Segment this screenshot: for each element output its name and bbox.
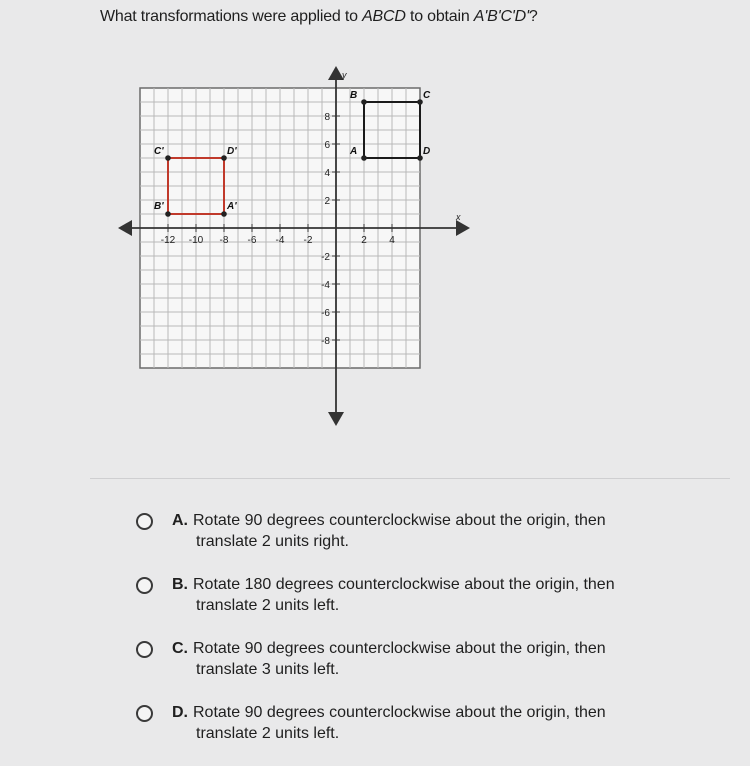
y-axis-arrow-down: [328, 412, 344, 426]
y-axis-label: y: [342, 70, 347, 80]
y-tick-label: 6: [324, 140, 330, 151]
option-a[interactable]: [136, 510, 736, 574]
x-tick-label: -10: [188, 235, 204, 246]
option-d-line1: Rotate 90 degrees counterclockwise about the origin, then: [193, 704, 606, 721]
radio-d[interactable]: [136, 705, 153, 722]
divider: [90, 478, 730, 479]
image-shape-vertex-point: [165, 211, 171, 217]
y-tick-label: -6: [321, 308, 330, 319]
radio-c[interactable]: [136, 641, 153, 658]
image-shape-vertex-label: D': [227, 146, 237, 157]
option-c-line2: translate 3 units left.: [196, 661, 340, 678]
answer-options: [136, 510, 736, 766]
x-axis-arrow-left: [118, 220, 132, 236]
question-suffix: ?: [528, 8, 538, 25]
image-shape-vertex-point: [221, 155, 227, 161]
option-a-line2: translate 2 units right.: [196, 533, 349, 550]
x-axis-arrow-right: [456, 220, 470, 236]
option-b-letter: B.: [172, 576, 188, 593]
option-b[interactable]: [136, 574, 736, 638]
x-tick-label: -4: [275, 235, 285, 246]
coordinate-graph: [118, 66, 470, 426]
x-tick-label: -12: [160, 235, 176, 246]
option-a-letter: A.: [172, 512, 188, 529]
question-prefix: What transformations were applied to: [100, 8, 363, 25]
question-shape: ABCD: [362, 8, 406, 25]
option-c-line1: Rotate 90 degrees counterclockwise about the origin, then: [193, 640, 606, 657]
original-shape-vertex-label: B: [350, 90, 358, 101]
x-tick-label: -2: [303, 235, 313, 246]
option-b-line1: Rotate 180 degrees counterclockwise about the origin, then: [193, 576, 615, 593]
option-d-line2: translate 2 units left.: [196, 725, 340, 742]
original-shape-vertex-label: C: [423, 90, 431, 101]
original-shape-vertex-point: [417, 155, 423, 161]
option-c-letter: C.: [172, 640, 188, 657]
question-middle: to obtain: [405, 8, 474, 25]
option-a-text: [172, 510, 692, 552]
option-d[interactable]: [136, 702, 736, 766]
question-text: [100, 6, 538, 28]
option-c[interactable]: [136, 638, 736, 702]
x-axis-label: x: [456, 212, 461, 222]
original-shape-vertex-point: [361, 155, 367, 161]
y-tick-label: 2: [324, 196, 330, 207]
option-c-text: [172, 638, 692, 680]
x-tick-label: 2: [361, 235, 367, 246]
option-d-text: [172, 702, 692, 744]
y-tick-label: -4: [321, 280, 330, 291]
original-shape-vertex-label: D: [423, 146, 431, 157]
y-tick-label: 4: [324, 168, 330, 179]
option-b-text: [172, 574, 692, 616]
radio-b[interactable]: [136, 577, 153, 594]
image-shape-vertex-label: C': [154, 146, 164, 157]
image-shape-vertex-label: A': [227, 201, 237, 212]
option-a-line1: Rotate 90 degrees counterclockwise about the origin, then: [193, 512, 606, 529]
original-shape-vertex-label: A: [350, 146, 358, 157]
y-tick-label: -2: [321, 252, 330, 263]
image-shape-vertex-point: [165, 155, 171, 161]
image-shape-vertex-label: B': [154, 201, 164, 212]
original-shape-vertex-point: [417, 99, 423, 105]
question-image: A'B'C'D': [473, 8, 529, 25]
y-tick-label: -8: [321, 336, 330, 347]
x-tick-label: -6: [247, 235, 257, 246]
image-shape-vertex-point: [221, 211, 227, 217]
radio-a[interactable]: [136, 513, 153, 530]
graph-svg: [118, 66, 470, 426]
option-d-letter: D.: [172, 704, 188, 721]
x-tick-label: -8: [219, 235, 229, 246]
y-tick-label: 8: [324, 112, 330, 123]
original-shape-vertex-point: [361, 99, 367, 105]
x-tick-label: 4: [389, 235, 395, 246]
option-b-line2: translate 2 units left.: [196, 597, 340, 614]
